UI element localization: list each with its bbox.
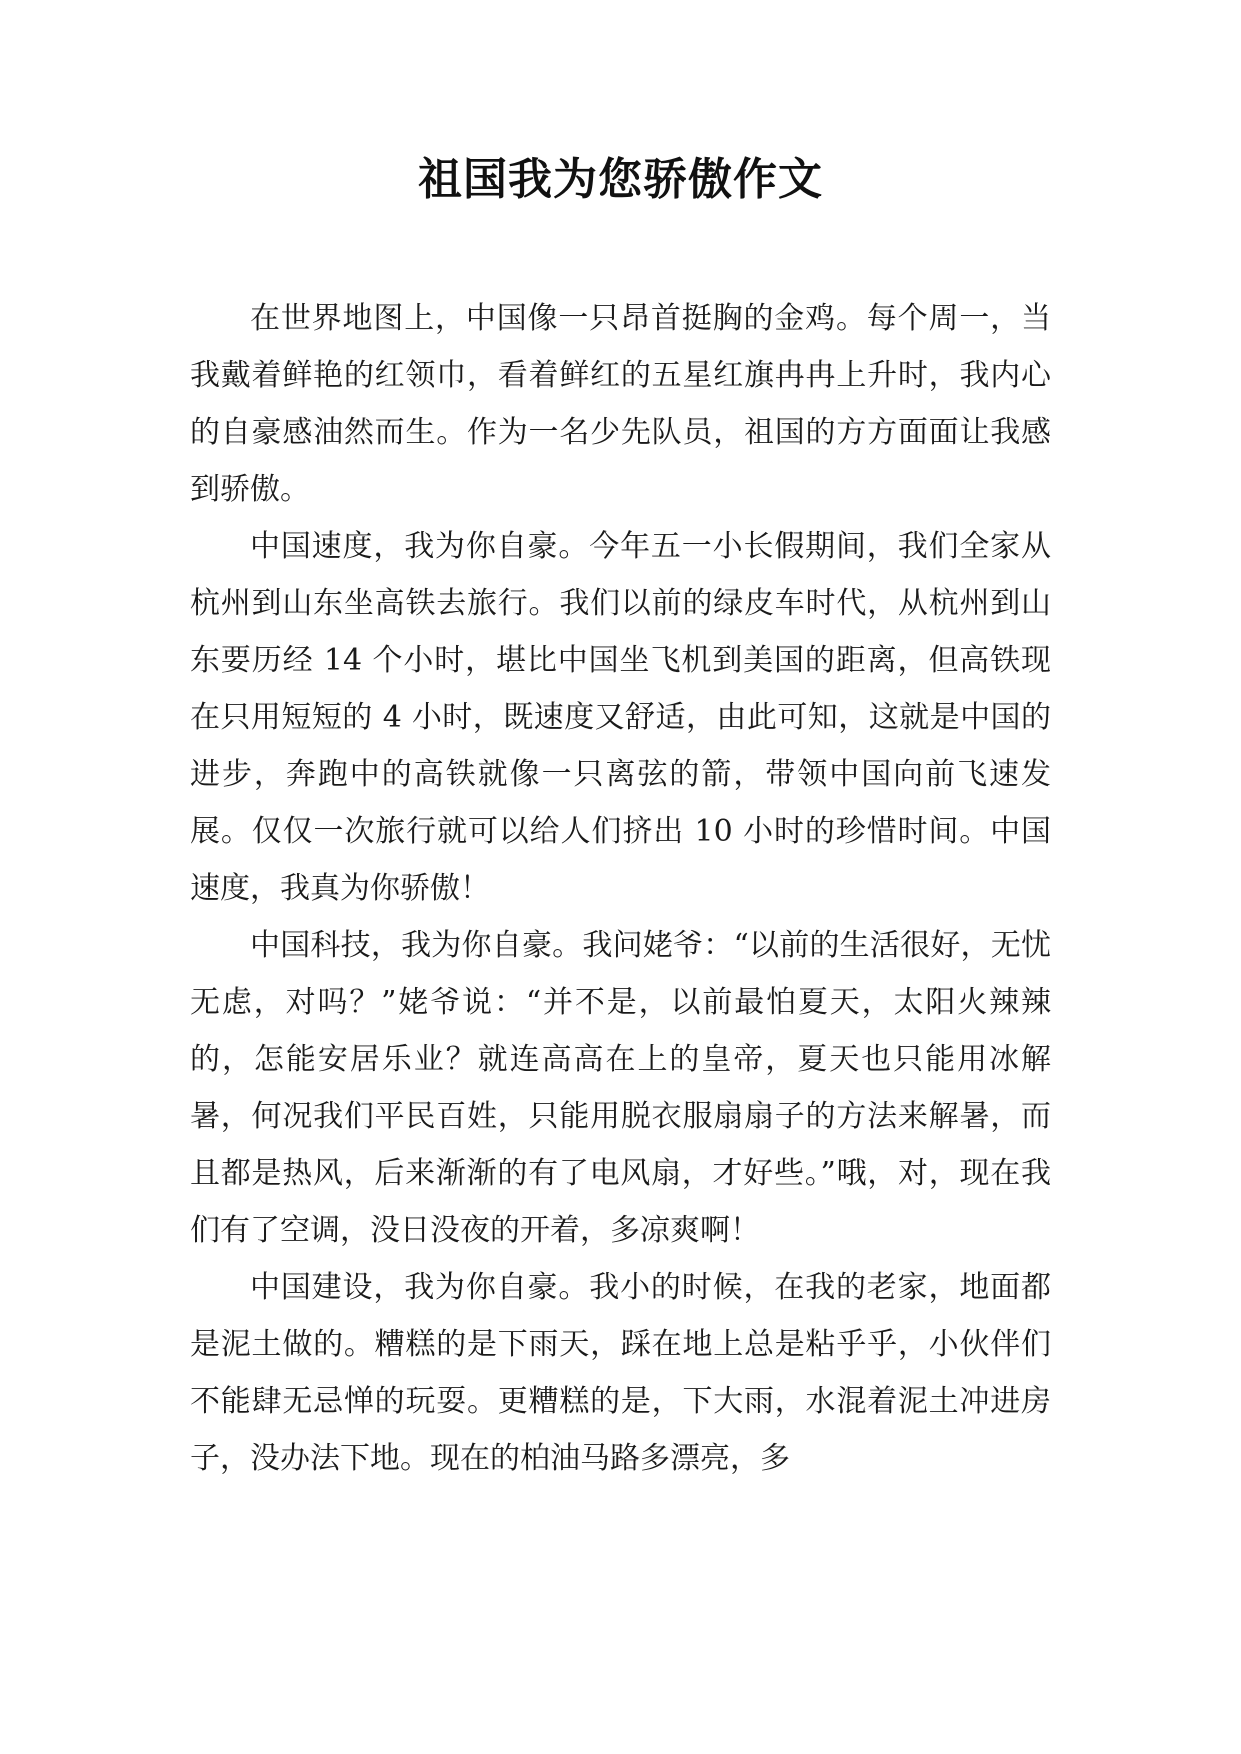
document-title: 祖国我为您骄傲作文 [418,154,823,205]
paragraph-china-speed: 中国速度，我为你自豪。今年五一小长假期间，我们全家从杭州到山东坐高铁去旅行。我们以前的绿皮车时代，从杭州到山东要历经 14 个小时，堪比中国坐飞机到美国的距离，但高铁现在只用短短的 4 小时，既速度又舒适，由此可知，这就是中国的进步，奔跑中的高铁就像一只离弦的箭，带领中国向前飞速发展。仅仅一次旅行就可以给人们挤出 10 小时的珍惜时间。中国速度，我真为你骄傲！ [190,529,1051,906]
paragraph-china-technology: 中国科技，我为你自豪。我问姥爷：“以前的生活很好，无忧无虑，对吗？”姥爷说：“并不是，以前最怕夏天，太阳火辣辣的，怎能安居乐业？就连高高在上的皇帝，夏天也只能用冰解暑，何况我们平民百姓，只能用脱衣服扇扇子的方法来解暑，而且都是热风，后来渐渐的有了电风扇，才好些。”哦，对，现在我们有了空调，没日没夜的开着，多凉爽啊！ [190,928,1051,1248]
paragraph-china-construction: 中国建设，我为你自豪。我小的时候，在我的老家，地面都是泥土做的。糟糕的是下雨天，踩在地上总是粘乎乎，小伙伴们不能肆无忌惮的玩耍。更糟糕的是，下大雨，水混着泥土冲进房子，没办法下地。现在的柏油马路多漂亮，多 [190,1270,1051,1476]
document-body [190,290,1051,1487]
paragraph-intro: 在世界地图上，中国像一只昂首挺胸的金鸡。每个周一，当我戴着鲜艳的红领巾，看着鲜红的五星红旗冉冉上升时，我内心的自豪感油然而生。作为一名少先队员，祖国的方方面面让我感到骄傲。 [190,301,1051,507]
